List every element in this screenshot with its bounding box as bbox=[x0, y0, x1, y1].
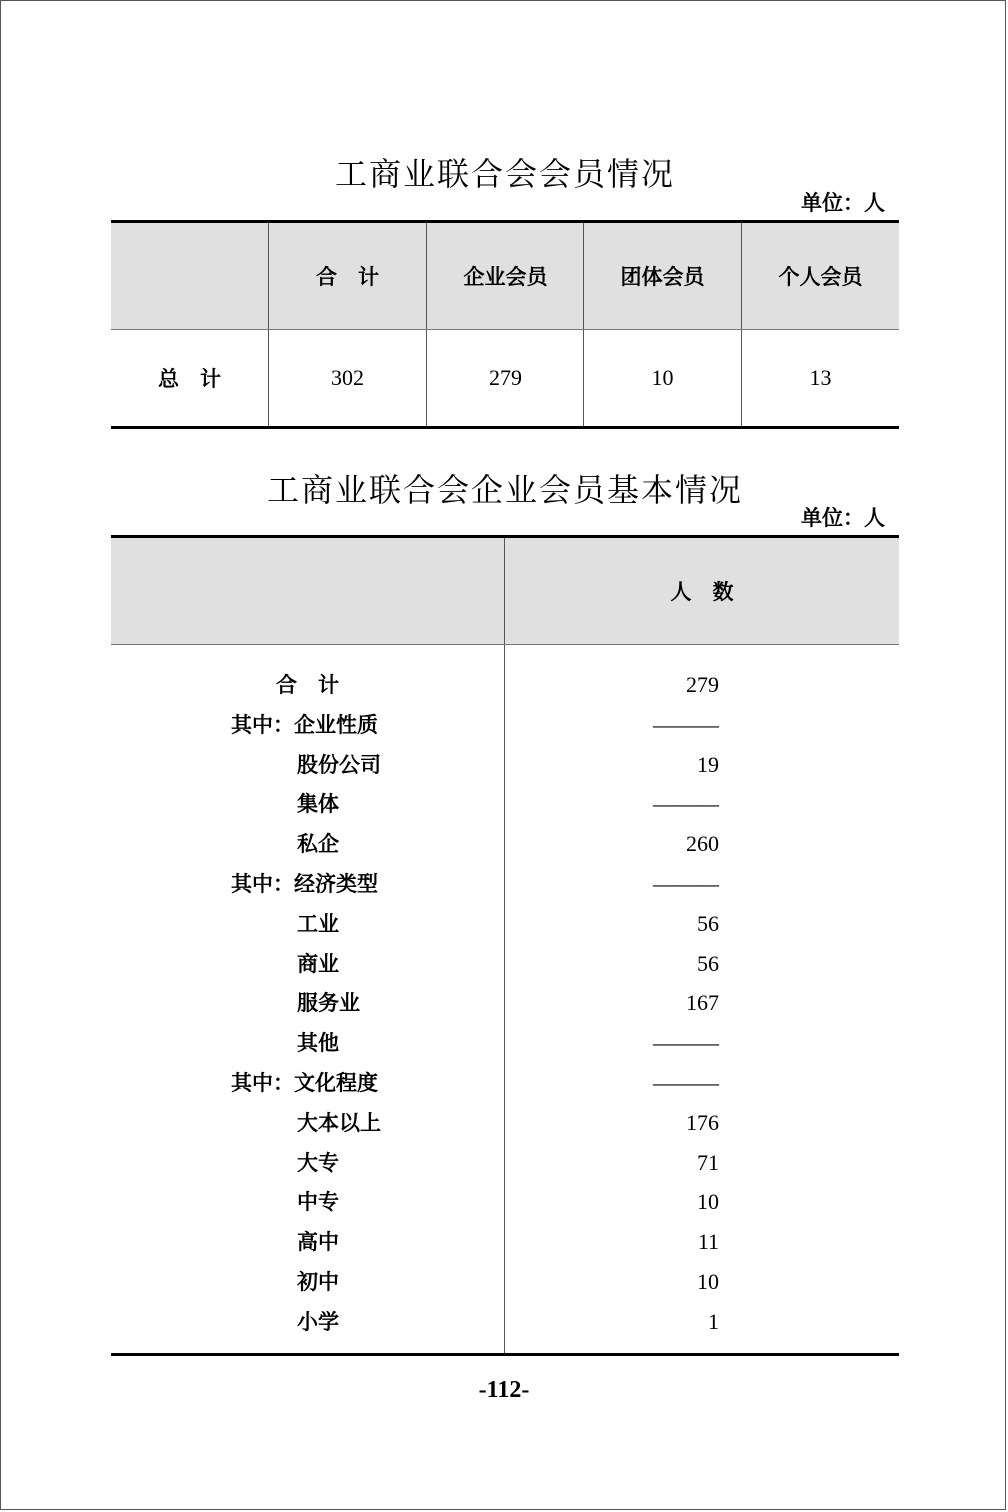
row-label: 私企 bbox=[297, 831, 339, 857]
table-row bbox=[111, 1222, 899, 1262]
table1-header-individual: 个人会员 bbox=[778, 264, 863, 289]
table1-header-blank bbox=[111, 223, 268, 329]
row-label: 其他 bbox=[297, 1030, 339, 1056]
row-label: 初中 bbox=[297, 1269, 339, 1294]
row-value: 56 bbox=[697, 910, 719, 936]
row-label: 其中：企业性质 bbox=[231, 711, 378, 737]
row-value: 260 bbox=[686, 831, 719, 857]
table-row bbox=[111, 1143, 899, 1183]
enterprise-member-table bbox=[111, 535, 899, 1356]
row-value: ——— bbox=[653, 871, 719, 896]
page-number: -112- bbox=[478, 1377, 530, 1403]
row-label: 服务业 bbox=[297, 990, 360, 1016]
row-value: ——— bbox=[653, 711, 719, 737]
table2-header-row bbox=[111, 535, 899, 645]
table1-value-enterprise: 279 bbox=[489, 365, 522, 390]
row-value: ——— bbox=[653, 791, 719, 817]
row-label: 其中：经济类型 bbox=[231, 871, 378, 896]
row-label: 商业 bbox=[297, 950, 339, 976]
table-row bbox=[111, 745, 899, 785]
table-row bbox=[111, 784, 899, 824]
table1-row-label: 总 计 bbox=[158, 366, 221, 391]
table1-value-group: 10 bbox=[651, 365, 674, 390]
table1-header-enterprise: 企业会员 bbox=[463, 264, 548, 289]
member-summary-table bbox=[111, 220, 899, 429]
row-value: 10 bbox=[697, 1189, 719, 1215]
row-value: 279 bbox=[686, 672, 719, 697]
row-value: 56 bbox=[697, 950, 719, 976]
row-label: 大本以上 bbox=[297, 1109, 381, 1135]
table-row bbox=[111, 1262, 899, 1302]
row-label: 工业 bbox=[297, 910, 339, 936]
row-label: 小学 bbox=[297, 1308, 339, 1334]
row-value: 71 bbox=[697, 1149, 719, 1175]
table-row bbox=[111, 904, 899, 944]
table-row bbox=[111, 1023, 899, 1063]
table1-total-row bbox=[111, 330, 899, 429]
row-value: 19 bbox=[697, 751, 719, 777]
row-label: 合 计 bbox=[276, 672, 339, 697]
row-value: 176 bbox=[686, 1109, 719, 1135]
table-row bbox=[111, 665, 899, 705]
table-row bbox=[111, 1103, 899, 1143]
row-label: 中专 bbox=[297, 1189, 339, 1215]
table2-body bbox=[111, 645, 899, 1356]
table-row bbox=[111, 824, 899, 864]
table2-header-count: 人 数 bbox=[670, 579, 734, 604]
table1-header-row bbox=[111, 220, 899, 330]
row-value: 10 bbox=[697, 1269, 719, 1294]
table-row bbox=[111, 1182, 899, 1222]
table-row bbox=[111, 864, 899, 904]
row-value: 1 bbox=[708, 1308, 719, 1334]
table-row bbox=[111, 944, 899, 984]
row-label: 高中 bbox=[297, 1229, 339, 1255]
row-label: 其中：文化程度 bbox=[231, 1070, 378, 1095]
row-label: 股份公司 bbox=[297, 751, 381, 777]
row-value: ——— bbox=[653, 1070, 719, 1095]
table2-title: 工商业联合会企业会员基本情况 bbox=[266, 471, 743, 509]
row-value: ——— bbox=[653, 1030, 719, 1056]
table1-title: 工商业联合会会员情况 bbox=[334, 155, 675, 193]
table1-header-group: 团体会员 bbox=[620, 264, 705, 289]
table-row bbox=[111, 1302, 899, 1342]
table1-value-total: 302 bbox=[331, 365, 364, 390]
table1-unit: 单位：人 bbox=[801, 190, 885, 215]
table-row bbox=[111, 1063, 899, 1103]
table1-header-total: 合 计 bbox=[316, 264, 379, 289]
table-row bbox=[111, 705, 899, 745]
table1-value-individual: 13 bbox=[809, 365, 832, 390]
table-row bbox=[111, 983, 899, 1023]
table2-unit: 单位：人 bbox=[801, 505, 885, 530]
row-value: 11 bbox=[697, 1229, 719, 1255]
row-label: 大专 bbox=[297, 1149, 339, 1175]
row-label: 集体 bbox=[297, 791, 339, 817]
row-value: 167 bbox=[686, 990, 719, 1016]
